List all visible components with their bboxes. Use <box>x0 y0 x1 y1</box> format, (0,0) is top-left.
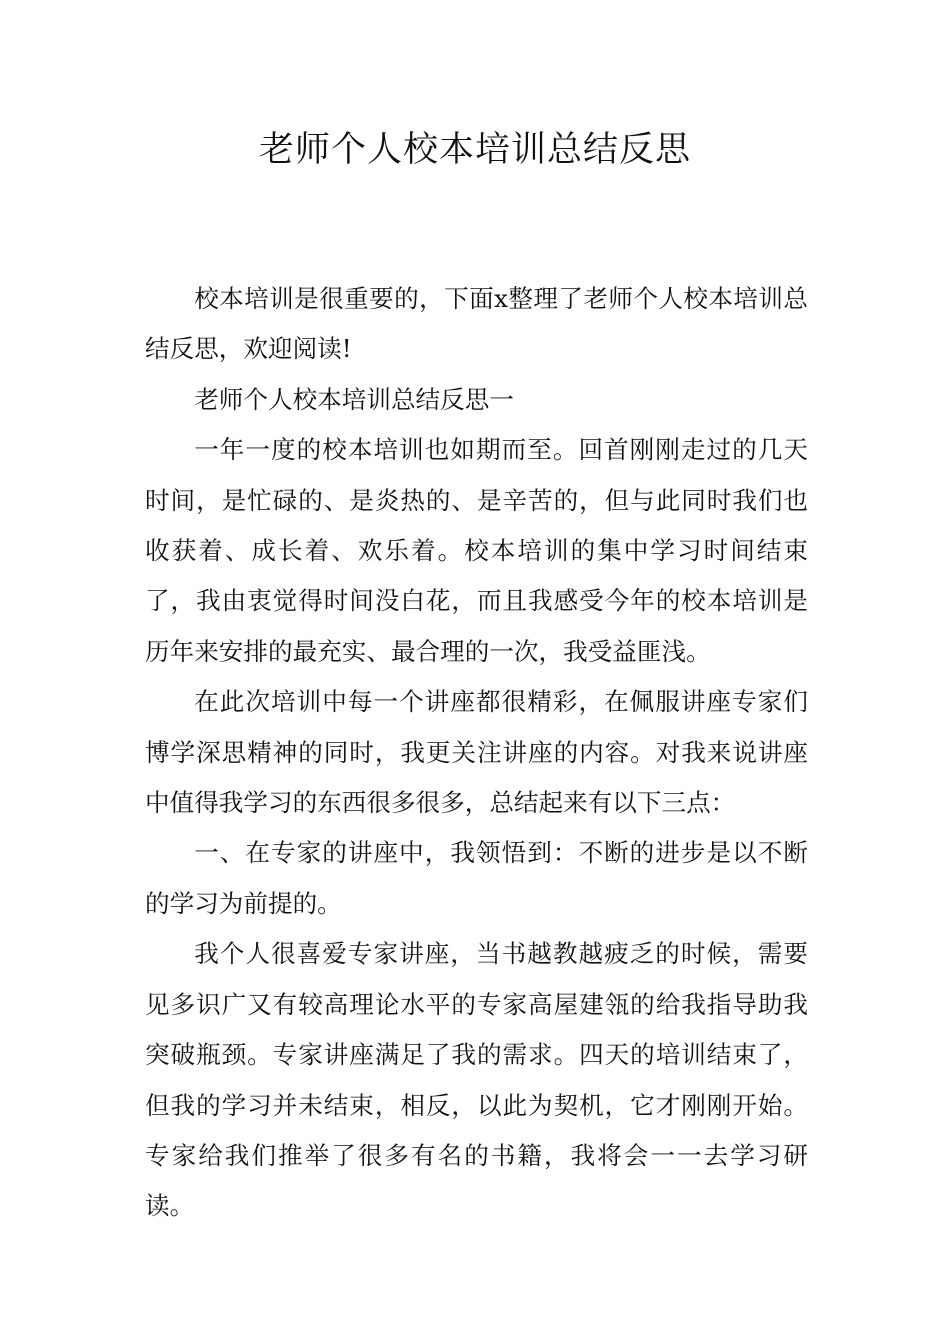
document-title: 老师个人校本培训总结反思 <box>258 130 691 170</box>
section-heading: 老师个人校本培训总结反思一 <box>194 384 514 414</box>
body-paragraph: 一年一度的校本培训也如期而至。回首刚刚走过的几天时间，是忙碌的、是炎热的、是辛苦的，但与此同时我们也收获着、成长着、欢乐着。校本培训的集中学习时间结束了，我由衷觉得时间没白花，而且我感受今年的校本培训是历年来安排的最充实、最合理的一次，我受益匪浅。 <box>145 435 808 666</box>
body-paragraph: 在此次培训中每一个讲座都很精彩，在佩服讲座专家们博学深思精神的同时，我更关注讲座的内容。对我来说讲座中值得我学习的东西很多很多，总结起来有以下三点： <box>145 687 808 818</box>
intro-paragraph: 校本培训是很重要的，下面x整理了老师个人校本培训总结反思，欢迎阅读! <box>145 284 808 364</box>
body-paragraph: 我个人很喜爱专家讲座，当书越教越疲乏的时候，需要见多识广又有较高理论水平的专家高屋建瓴的给我指导助我突破瓶颈。专家讲座满足了我的需求。四天的培训结束了，但我的学习并未结束，相反，以此为契机，它才刚刚开始。专家给我们推举了很多有名的书籍，我将会一一去学习研读。 <box>145 939 808 1221</box>
document-body <box>145 274 808 1232</box>
point-paragraph: 一、在专家的讲座中，我领悟到：不断的进步是以不断的学习为前提的。 <box>145 838 808 918</box>
